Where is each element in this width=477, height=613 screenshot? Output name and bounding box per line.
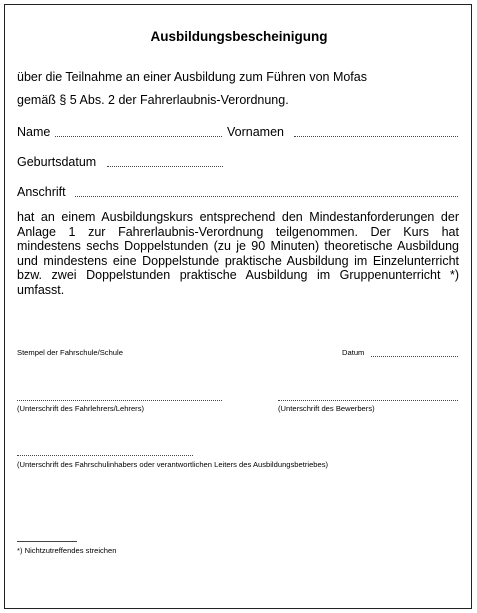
owner-signature-caption: (Unterschrift des Fahrschulinhabers oder verantwortlichen Leiters des Ausbildungsbetriebes) [17, 460, 329, 469]
intro-line-2: gemäß § 5 Abs. 2 der Fahrerlaubnis-Verordnung. [17, 93, 289, 107]
vornamen-label: Vornamen [227, 125, 284, 139]
anschrift-label: Anschrift [17, 185, 66, 199]
certificate-body-text: hat an einem Ausbildungskurs entsprechend den Mindestanforderungen der Anlage 1 zur Fahrerlaubnis-Verordnung teilgenommen. Der Kurs hat mindestens sechs Doppelstunden (zu je 90 Minuten) theoretische Ausbildung und mindestens eine Doppelstunde praktische Ausbildung im Einzelunterricht bzw. zwei Doppelstunden praktische Ausbildung im Gruppenunterricht *) umfasst. [17, 210, 459, 297]
footnote: *) Nichtzutreffendes streichen [17, 546, 117, 555]
applicant-signature-caption: (Unterschrift des Bewerbers) [278, 404, 375, 413]
owner-signature-line[interactable] [17, 455, 193, 456]
datum-label: Datum [342, 348, 365, 357]
geburtsdatum-label: Geburtsdatum [17, 155, 97, 169]
datum-field[interactable] [371, 356, 458, 357]
instructor-signature-line[interactable] [17, 400, 222, 401]
footnote-divider [17, 541, 77, 542]
vornamen-field[interactable] [294, 136, 458, 137]
anschrift-field[interactable] [75, 196, 458, 197]
name-field[interactable] [55, 136, 222, 137]
intro-line-1: über die Teilnahme an einer Ausbildung zum Führen von Mofas [17, 70, 367, 84]
instructor-signature-caption: (Unterschrift des Fahrlehrers/Lehrers) [17, 404, 145, 413]
stamp-label: Stempel der Fahrschule/Schule [17, 348, 123, 357]
applicant-signature-line[interactable] [278, 400, 458, 401]
geburtsdatum-field[interactable] [107, 166, 223, 167]
name-label: Name [17, 125, 51, 139]
form-title: Ausbildungsbescheinigung [150, 29, 328, 44]
certificate-form [4, 4, 472, 609]
